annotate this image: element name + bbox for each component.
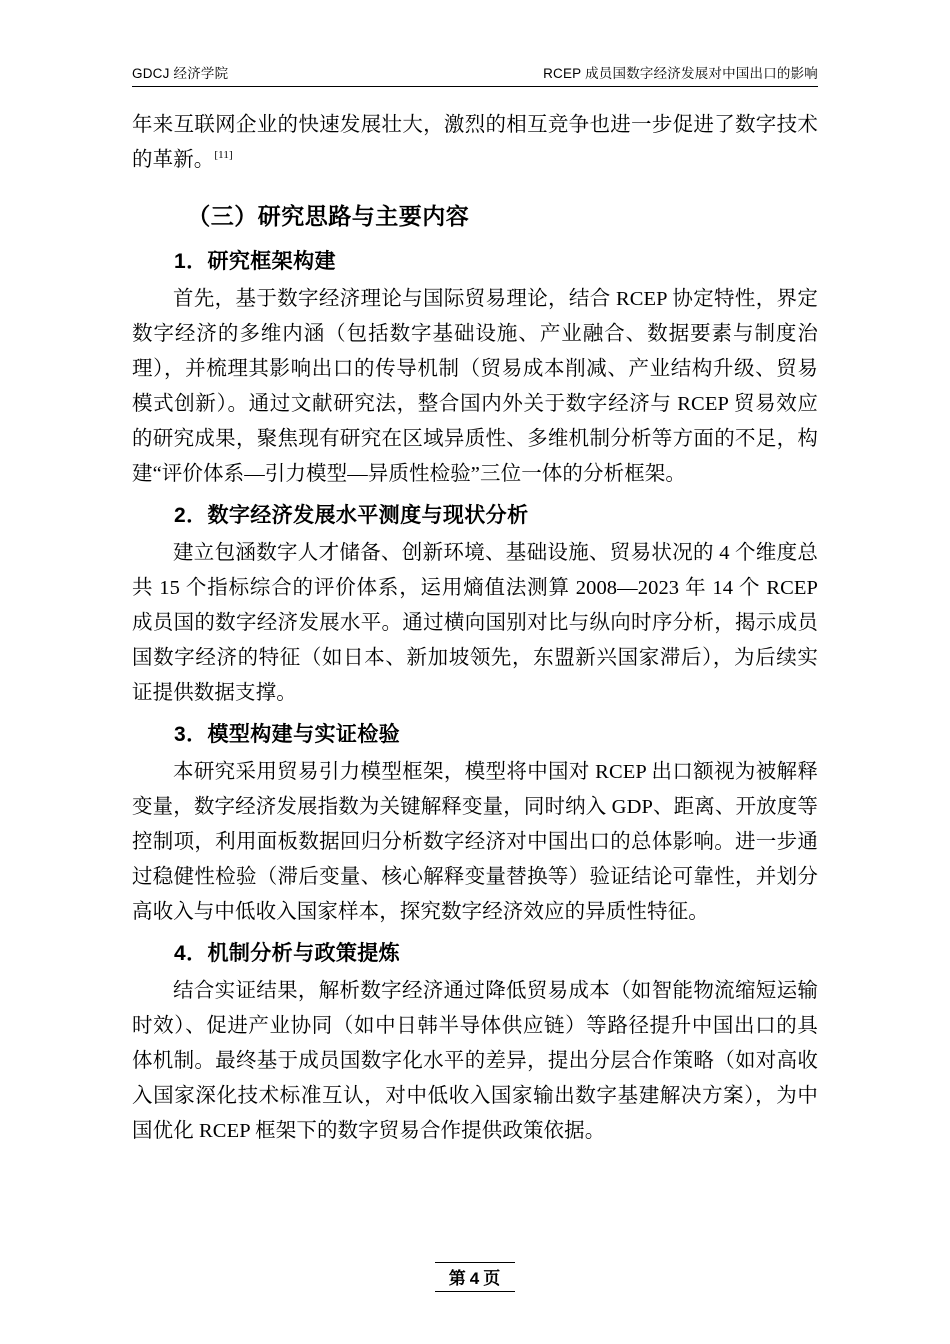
paragraph-3: 本研究采用贸易引力模型框架，模型将中国对 RCEP 出口额视为被解释变量，数字经济发展指数为关键解释变量，同时纳入 GDP、距离、开放度等控制项，利用面板数据回归分析数字经济对中国出口的总体影响。进一步通过稳健性检验（滞后变量、核心解释变量替换等）验证结论可靠性，并划分高收入与中低收入国家样本，探究数字经济效应的异质性特征。 xyxy=(132,761,818,923)
subsection-heading-2: 2．数字经济发展水平测度与现状分析 xyxy=(174,504,529,527)
footer-page-number: 4 xyxy=(469,1269,481,1288)
footer-suffix: 页 xyxy=(483,1269,502,1288)
page-footer xyxy=(0,1262,950,1292)
subsection-heading-4: 4．机制分析与政策提炼 xyxy=(174,942,401,965)
subsection-heading-1: 1．研究框架构建 xyxy=(174,250,336,273)
paragraph-4: 结合实证结果，解析数字经济通过降低贸易成本（如智能物流缩短运输时效）、促进产业协同（如中日韩半导体供应链）等路径提升中国出口的具体机制。最终基于成员国数字化水平的差异，提出分层合作策略（如对高收入国家深化技术标准互认，对中低收入国家输出数字基建解决方案），为中国优化 RCEP 框架下的数字贸易合作提供政策依据。 xyxy=(132,980,818,1142)
paragraph-intro-text: 年来互联网企业的快速发展壮大，激烈的相互竞争也进一步促进了数字技术的革新。 xyxy=(132,114,818,171)
subsection-heading-3: 3．模型构建与实证检验 xyxy=(174,723,401,746)
paragraph-2: 建立包涵数字人才储备、创新环境、基础设施、贸易状况的 4 个维度总共 15 个指标综合的评价体系，运用熵值法测算 2008—2023 年 14 个 RCEP 成员国的数字经济发展水平。通过横向国别对比与纵向时序分析，揭示成员国数字经济的特征（如日本、新加坡领先，东盟新兴国家滞后），为后续实证提供数据支撑。 xyxy=(132,542,818,704)
footer-prefix: 第 xyxy=(448,1269,467,1288)
paragraph-intro xyxy=(132,108,818,178)
document-body xyxy=(132,108,818,1149)
header-left-text: GDCJ 经济学院 xyxy=(132,66,229,81)
header-divider xyxy=(132,86,818,87)
page-number-box xyxy=(435,1262,515,1292)
section-heading: （三）研究思路与主要内容 xyxy=(187,203,470,229)
page-header xyxy=(132,62,818,82)
reference-marker: [11] xyxy=(214,149,233,162)
header-right-text: RCEP 成员国数字经济发展对中国出口的影响 xyxy=(543,66,818,81)
paragraph-1: 首先，基于数字经济理论与国际贸易理论，结合 RCEP 协定特性，界定数字经济的多维内涵（包括数字基础设施、产业融合、数据要素与制度治理），并梳理其影响出口的传导机制（贸易成本削减、产业结构升级、贸易模式创新）。通过文献研究法，整合国内外关于数字经济与 RCEP 贸易效应的研究成果，聚焦现有研究在区域异质性、多维机制分析等方面的不足，构建“评价体系—引力模型—异质性检验”三位一体的分析框架。 xyxy=(132,288,818,485)
